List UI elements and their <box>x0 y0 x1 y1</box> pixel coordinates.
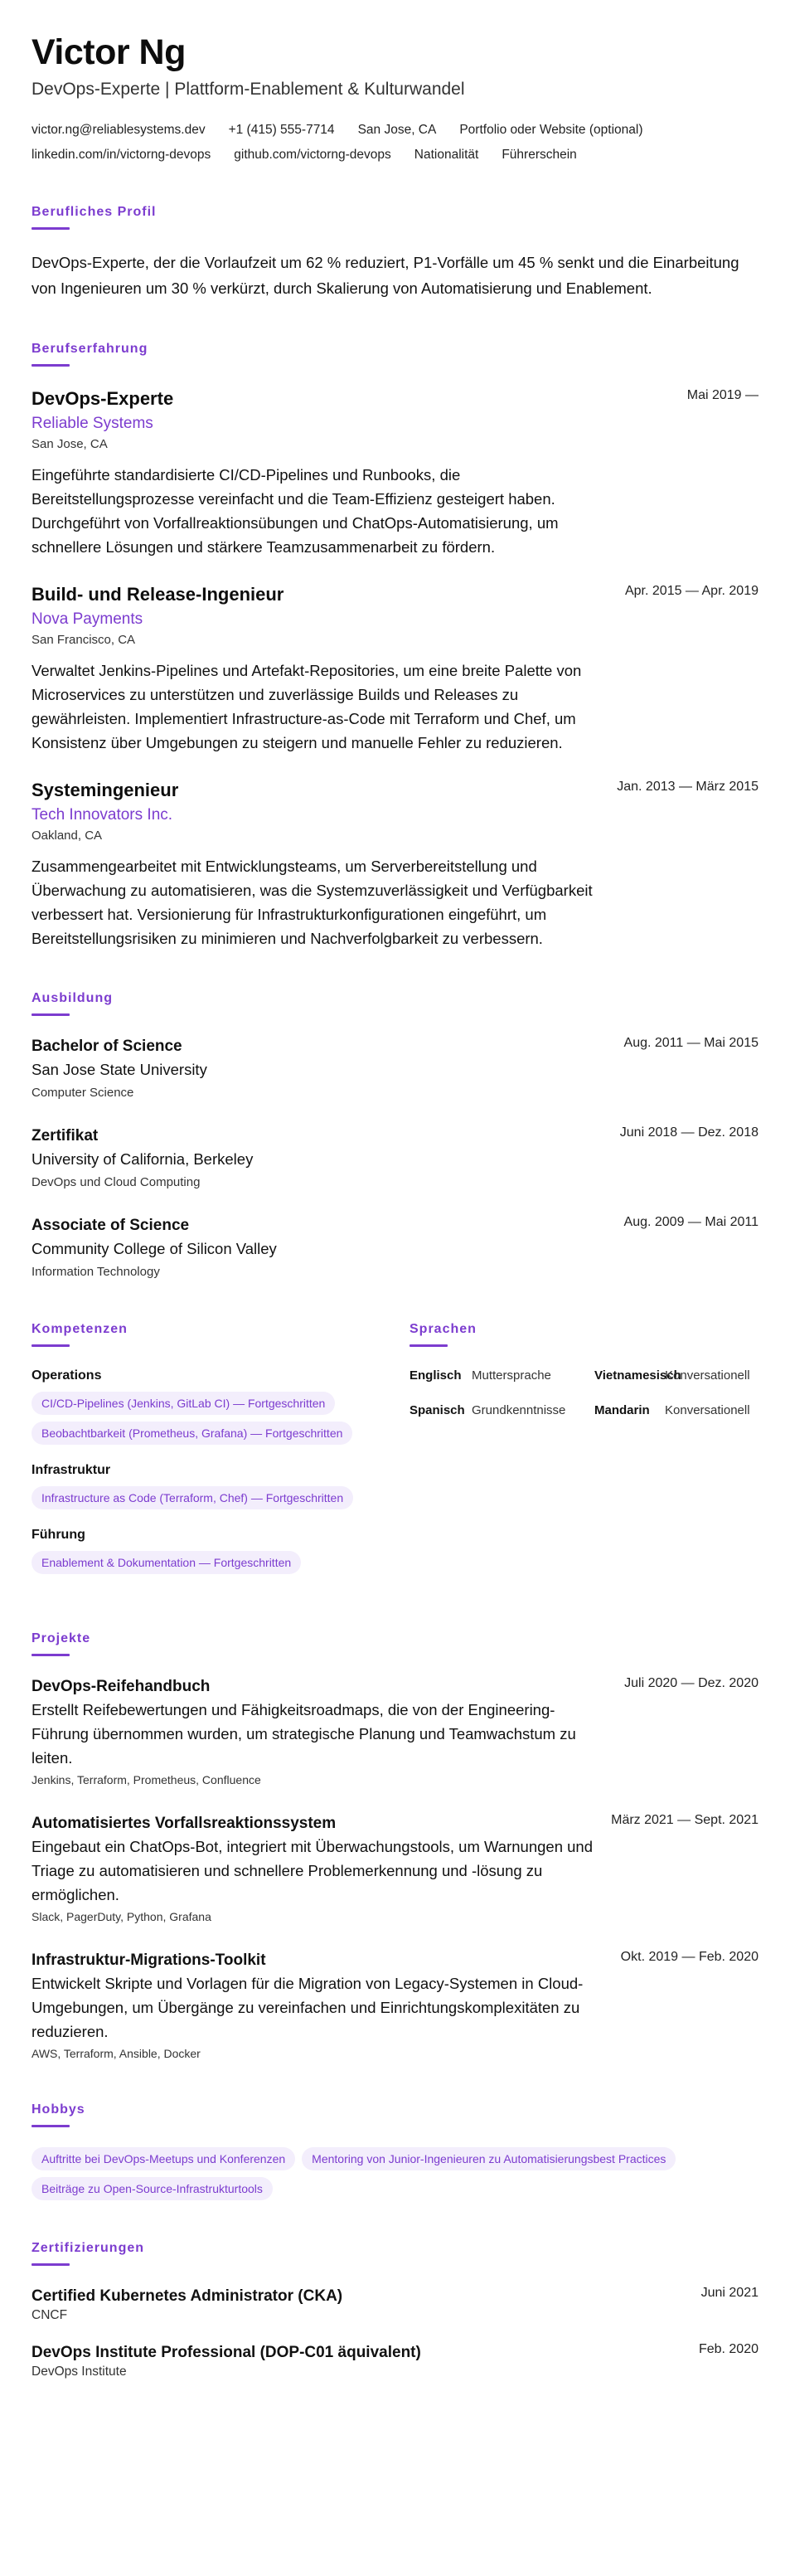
section-title: Hobbys <box>32 2102 85 2117</box>
language-level: Muttersprache <box>472 1368 551 1383</box>
job-company: Nova Payments <box>32 610 143 628</box>
skill-group-title: Infrastruktur <box>32 1463 111 1477</box>
candidate-name: Victor Ng <box>32 32 186 72</box>
project-dates: Juli 2020 — Dez. 2020 <box>624 1676 758 1690</box>
languages-list <box>410 1367 758 1420</box>
education-field: Information Technology <box>32 1265 160 1279</box>
job-title: Systemingenieur <box>32 780 179 800</box>
certification-entry <box>32 2286 758 2324</box>
certification-name: Certified Kubernetes Administrator (CKA) <box>32 2287 343 2305</box>
section-title: Zertifizierungen <box>32 2241 145 2255</box>
skill-chip: CI/CD-Pipelines (Jenkins, GitLab CI) — Fortgeschritten <box>32 1392 335 1415</box>
job-location: San Jose, CA <box>32 437 108 451</box>
education-degree: Associate of Science <box>32 1217 190 1234</box>
certification-date: Feb. 2020 <box>698 2342 758 2356</box>
skill-group-title: Operations <box>32 1368 102 1383</box>
skill-group <box>32 1367 378 1445</box>
section-title: Projekte <box>32 1631 91 1645</box>
experience-section <box>32 341 758 950</box>
job-description: Verwaltet Jenkins-Pipelines und Artefakt-Repositories, um eine breite Palette von Microservices zu unterstützen und zuverlässige Builds und Releases zu gewährleisten. Implementiert Infrastructure-as-Code mit Terraform und Chef, um Konsistenz über Umgebungen zu steigern und manuelle Fehler zu reduzieren. <box>32 662 582 751</box>
section-divider <box>32 227 70 230</box>
projects-section <box>32 1631 758 2062</box>
project-title: Infrastruktur-Migrations-Toolkit <box>32 1951 266 1969</box>
skills-languages-section <box>32 1321 758 1591</box>
job-entry <box>32 582 758 755</box>
section-title: Sprachen <box>410 1322 477 1336</box>
job-company: Reliable Systems <box>32 415 153 432</box>
education-field: Computer Science <box>32 1086 134 1100</box>
languages-column <box>410 1321 758 1591</box>
project-entry <box>32 1813 758 1925</box>
job-title: Build- und Release-Ingenieur <box>32 584 284 605</box>
project-entry <box>32 1950 758 2062</box>
contact-github[interactable]: github.com/victorng-devops <box>234 148 391 162</box>
education-entry <box>32 1036 758 1102</box>
resume-header <box>32 32 758 164</box>
project-dates: März 2021 — Sept. 2021 <box>611 1813 758 1827</box>
contact-portfolio[interactable]: Portfolio oder Website (optional) <box>459 123 643 137</box>
language-name: Vietnamesisch <box>594 1368 681 1383</box>
hobbies-section <box>32 2102 758 2200</box>
project-description: Erstellt Reifebewertungen und Fähigkeitsroadmaps, die von der Engineering-Führung übernommen wurden, um strategische Planung und Teamwachstum zu leiten. <box>32 1701 576 1767</box>
project-description: Eingebaut ein ChatOps-Bot, integriert mit Überwachungstools, um Warnungen und Triage zu automatisieren und schnellere Problemerkennung und -lösung zu ermöglichen. <box>32 1838 593 1903</box>
project-tech: AWS, Terraform, Ansible, Docker <box>32 2047 201 2060</box>
certification-name: DevOps Institute Professional (DOP-C01 äquivalent) <box>32 2344 421 2361</box>
education-school: University of California, Berkeley <box>32 1150 254 1168</box>
education-dates: Juni 2018 — Dez. 2018 <box>619 1125 758 1140</box>
job-location: Oakland, CA <box>32 829 103 843</box>
education-degree: Zertifikat <box>32 1127 99 1145</box>
section-title: Berufserfahrung <box>32 342 148 356</box>
hobby-chip: Mentoring von Junior-Ingenieuren zu Automatisierungsbest Practices <box>302 2147 676 2170</box>
job-description: Zusammengearbeitet mit Entwicklungsteams, um Serverbereitstellung und Überwachung zu automatisieren, was die Systemzuverlässigkeit und Verfügbarkeit verbessert hat. Versionierung für Infrastrukturkonfigurationen eingeführt, um Bereitstellungsrisiken zu minimieren und Nachverfolgbarkeit zu verbessern. <box>32 858 593 947</box>
education-school: San Jose State University <box>32 1061 207 1078</box>
education-dates: Aug. 2011 — Mai 2015 <box>623 1036 758 1050</box>
profile-section <box>32 204 758 301</box>
skill-chip: Infrastructure as Code (Terraform, Chef) — Fortgeschritten <box>32 1486 353 1509</box>
project-title: DevOps-Reifehandbuch <box>32 1678 211 1695</box>
contact-nationality: Nationalität <box>414 148 479 162</box>
job-entry <box>32 386 758 559</box>
job-dates: Mai 2019 — <box>686 388 758 402</box>
skill-chip: Beobachtbarkeit (Prometheus, Grafana) — Fortgeschritten <box>32 1422 352 1445</box>
education-entry <box>32 1215 758 1281</box>
education-field: DevOps und Cloud Computing <box>32 1175 201 1189</box>
hobby-chip: Beiträge zu Open-Source-Infrastrukturtools <box>32 2177 273 2200</box>
project-dates: Okt. 2019 — Feb. 2020 <box>620 1950 758 1964</box>
language-name: Spanisch <box>410 1403 465 1417</box>
project-entry <box>32 1676 758 1788</box>
certification-date: Juni 2021 <box>700 2286 758 2300</box>
contact-row-1 <box>32 121 758 139</box>
contact-phone[interactable]: +1 (415) 555-7714 <box>228 123 335 137</box>
education-dates: Aug. 2009 — Mai 2011 <box>623 1215 758 1229</box>
skill-group <box>32 1461 378 1509</box>
project-description: Entwickelt Skripte und Vorlagen für die Migration von Legacy-Systemen in Cloud-Umgebungen, um Übergänge zu vereinfachen und Einrichtungskomplexitäten zu reduzieren. <box>32 1975 584 2040</box>
job-dates: Apr. 2015 — Apr. 2019 <box>624 584 758 598</box>
section-divider <box>32 2263 70 2266</box>
section-divider <box>32 1013 70 1016</box>
section-divider <box>32 1344 70 1347</box>
section-divider <box>32 1654 70 1656</box>
language-name: Mandarin <box>594 1403 650 1417</box>
candidate-headline: DevOps-Experte | Plattform-Enablement & Kulturwandel <box>32 80 465 99</box>
education-school: Community College of Silicon Valley <box>32 1240 277 1257</box>
skill-group-title: Führung <box>32 1528 85 1542</box>
education-section <box>32 990 758 1281</box>
certification-issuer: DevOps Institute <box>32 2365 127 2379</box>
contact-drivers-license: Führerschein <box>502 148 577 162</box>
certifications-section <box>32 2240 758 2380</box>
project-tech: Slack, PagerDuty, Python, Grafana <box>32 1910 211 1923</box>
education-degree: Bachelor of Science <box>32 1038 182 1055</box>
section-divider <box>32 364 70 367</box>
language-level: Konversationell <box>665 1368 750 1383</box>
skills-column <box>32 1321 378 1591</box>
language-level: Konversationell <box>665 1403 750 1417</box>
contact-row-2 <box>32 146 758 164</box>
section-divider <box>32 2125 70 2127</box>
certification-issuer: CNCF <box>32 2308 68 2322</box>
language-level: Grundkenntnisse <box>472 1403 566 1417</box>
project-tech: Jenkins, Terraform, Prometheus, Confluence <box>32 1773 261 1786</box>
job-dates: Jan. 2013 — März 2015 <box>617 780 758 794</box>
profile-text: DevOps-Experte, der die Vorlaufzeit um 62 % reduziert, P1-Vorfälle um 45 % senkt und die Einarbeitung von Ingenieuren um 30 % verkürzt, durch Skalierung von Automatisierung und Enablement. <box>32 254 739 297</box>
job-location: San Francisco, CA <box>32 633 136 647</box>
project-title: Automatisiertes Vorfallsreaktionssystem <box>32 1815 337 1832</box>
contact-email[interactable]: victor.ng@reliablesystems.dev <box>32 123 206 137</box>
section-title: Ausbildung <box>32 991 113 1005</box>
job-company: Tech Innovators Inc. <box>32 806 173 824</box>
hobbies-list <box>32 2147 758 2200</box>
job-entry <box>32 778 758 950</box>
language-name: Englisch <box>410 1368 462 1383</box>
section-divider <box>410 1344 448 1347</box>
skill-group <box>32 1526 378 1574</box>
contact-location: San Jose, CA <box>357 123 437 137</box>
contact-linkedin[interactable]: linkedin.com/in/victorng-devops <box>32 148 211 162</box>
certification-entry <box>32 2342 758 2380</box>
job-title: DevOps-Experte <box>32 388 174 409</box>
hobby-chip: Auftritte bei DevOps-Meetups und Konferenzen <box>32 2147 295 2170</box>
job-description: Eingeführte standardisierte CI/CD-Pipelines und Runbooks, die Bereitstellungsprozesse vereinfacht und die Team-Effizienz gesteigert haben. Durchgeführt von Vorfallreaktionsübungen und ChatOps-Automatisierung, um schnellere Lösungen und stärkere Teamzusammenarbeit zu fördern. <box>32 466 559 556</box>
education-entry <box>32 1125 758 1192</box>
section-title: Berufliches Profil <box>32 205 157 219</box>
skill-chip: Enablement & Dokumentation — Fortgeschritten <box>32 1551 301 1574</box>
section-title: Kompetenzen <box>32 1322 128 1336</box>
